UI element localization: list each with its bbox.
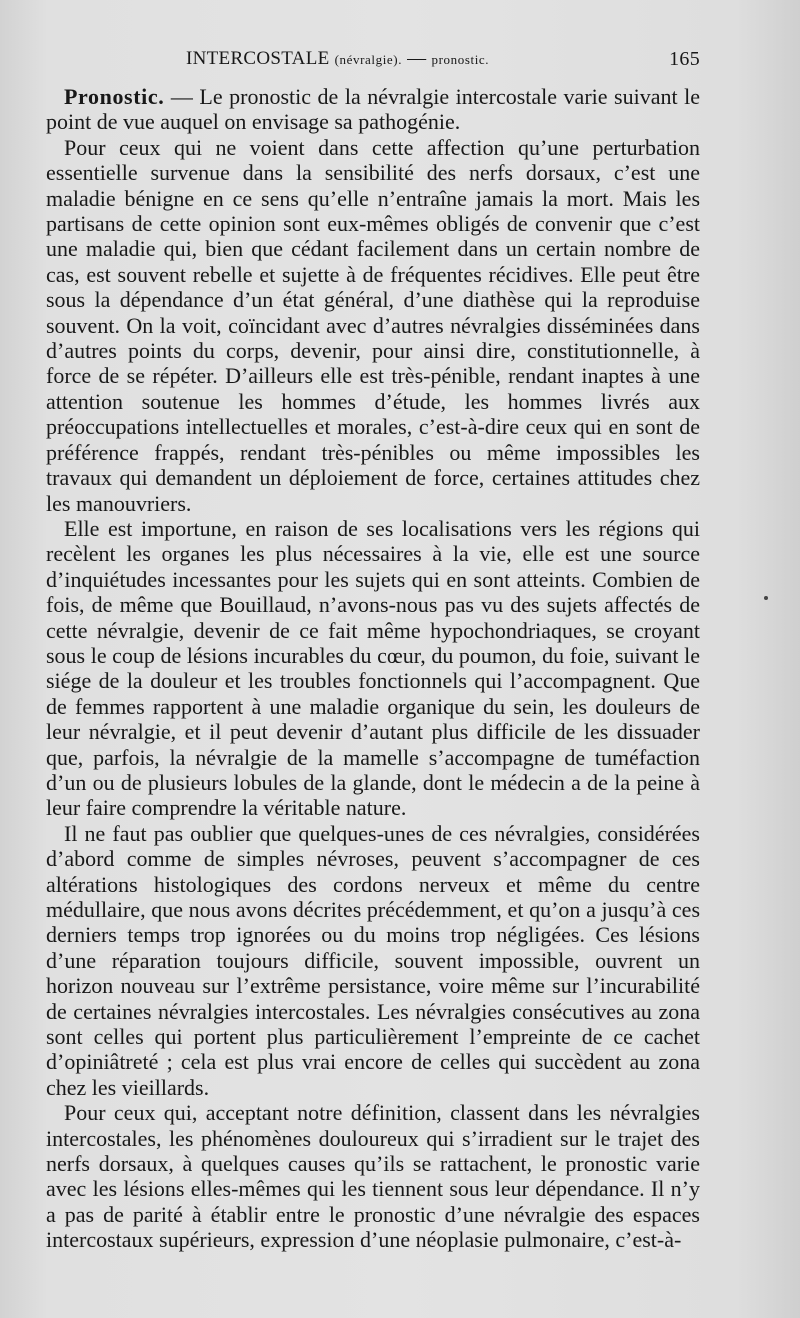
paragraph: Elle est importune, en raison de ses localisations vers les régions qui recèlent les organes les plus nécessaires à la vie, elle est une source d’inquiétudes incessantes pour les sujets qui en sont atteints. Combien de fois, de même que Bouillaud, n’avons-nous pas vu des sujets affectés de cette névralgie, devenir de ce fait même hypochondriaques, se croyant sous le coup de lésions incurables du cœur, du poumon, du foie, suivant le siége de la douleur et les troubles fonctionnels qui l’accompagnent. Que de femmes rapportent à une maladie organique du sein, les douleurs de leur névralgie, et il peut devenir d’autant plus difficile de les dissuader que, parfois, la névralgie de la mamelle s’accompagne de tuméfaction d’un ou de plusieurs lobules de la glande, dont le médecin a de la peine à leur faire comprendre la véritable nature. xyxy=(46,515,700,821)
body-text xyxy=(46,84,700,1253)
running-title xyxy=(186,48,489,70)
running-title-paren: (névralgie). xyxy=(334,52,403,67)
running-title-main: INTERCOSTALE xyxy=(186,48,330,69)
running-title-section: pronostic. xyxy=(431,52,490,67)
paragraph-pronostic-intro xyxy=(46,84,700,135)
section-heading: Pronostic. xyxy=(64,84,165,109)
margin-speck xyxy=(764,596,768,600)
paragraph-text: — Le pronostic de la névralgie intercostale varie suivant le point de vue auquel on envisage sa pathogénie. xyxy=(46,84,701,135)
running-header xyxy=(46,44,700,74)
paragraph: Pour ceux qui, acceptant notre définition, classent dans les névralgies intercostales, les phénomènes douloureux qui s’irradient sur le trajet des nerfs dorsaux, à quelques causes qu’ils se rattachent, le pronostic varie avec les lésions elles-mêmes qui les tiennent sous leur dépendance. Il n’y a pas de parité à établir entre le pronostic d’une névralgie des espaces intercostaux supérieurs, expression d’une néoplasie pulmonaire, c’est-à- xyxy=(46,1100,700,1253)
paragraph: Pour ceux qui ne voient dans cette affection qu’une perturbation essentielle survenue dans la sensibilité des nerfs dorsaux, c’est une maladie bénigne en ce sens qu’elle n’entraîne jamais la mort. Mais les partisans de cette opinion sont eux-mêmes obligés de convenir que c’est une maladie qui, bien que cédant facilement dans un certain nombre de cas, est souvent rebelle et sujette à de fréquentes récidives. Elle peut être sous la dépendance d’un état général, d’une diathèse qui la reproduise souvent. On la voit, coïncidant avec d’autres névralgies disséminées dans d’autres points du corps, devenir, pour ainsi dire, constitutionnelle, à force de se répéter. D’ailleurs elle est très-pénible, rendant inaptes à une attention soutenue les hommes d’étude, les hommes livrés aux préoccupations intellectuelles et morales, c’est-à-dire ceux qui en sont de préférence frappés, rendant très-pénibles ou même impossibles les travaux qui demandent un déploiement de force, certaines attitudes chez les manouvriers. xyxy=(46,134,700,516)
paragraph: Il ne faut pas oublier que quelques-unes de ces névralgies, considérées d’abord comme de simples névroses, peuvent s’accompagner de ces altérations histologiques des cordons nerveux et même du centre médullaire, que nous avons décrites précédemment, et qu’on a jusqu’à ces derniers temps trop ignorées ou du moins trop négligées. Ces lésions d’une réparation toujours difficile, souvent impossible, ouvrent un horizon nouveau sur l’extrême persistance, voire même sur l’incurabilité de certaines névralgies intercostales. Les névralgies consécutives au zona sont celles qui portent plus particulièrement l’empreinte de ce cachet d’opiniâtreté ; cela est plus vrai encore de celles qui succèdent au zona chez les vieillards. xyxy=(46,820,700,1100)
running-title-separator: — xyxy=(407,48,427,69)
page-number: 165 xyxy=(669,48,700,70)
